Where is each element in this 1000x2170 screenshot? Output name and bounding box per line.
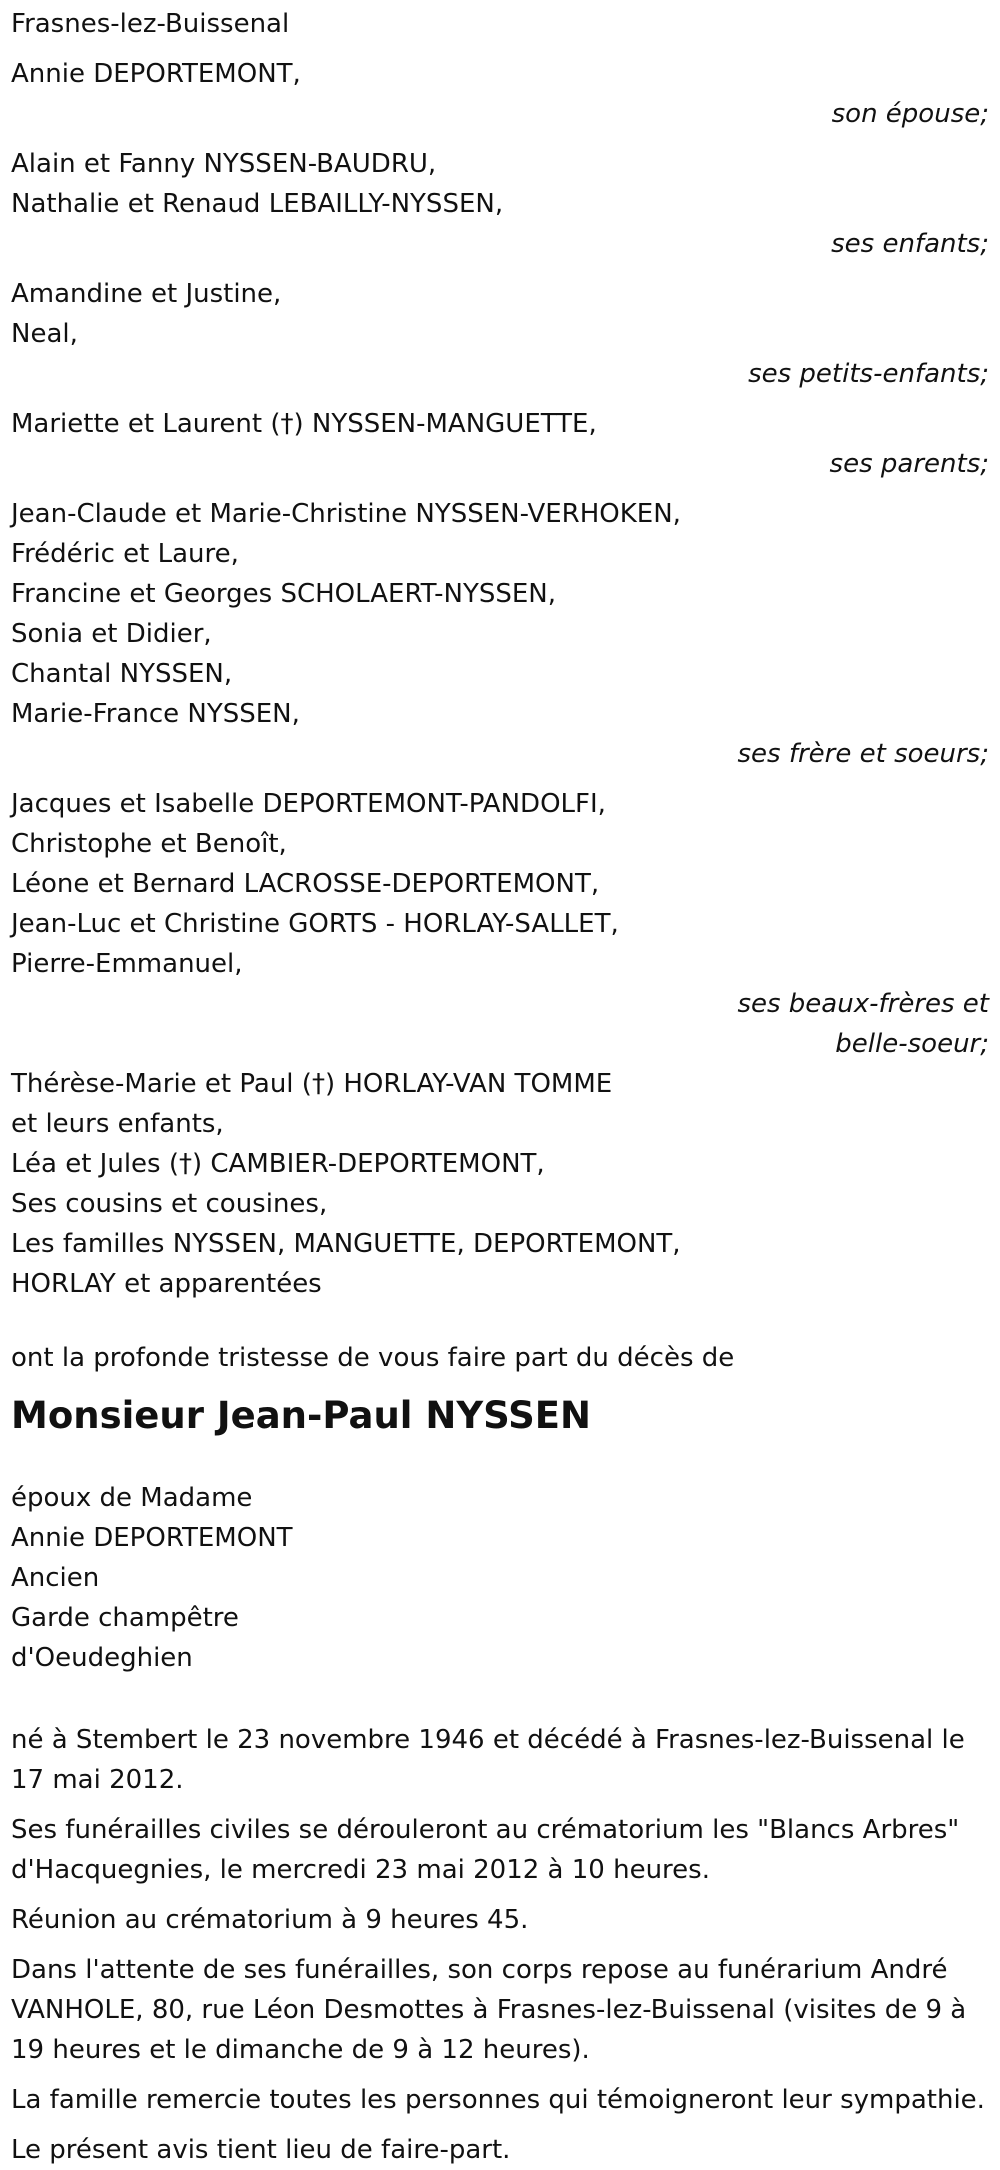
relative-line: Ses cousins et cousines, (11, 1189, 328, 1219)
relationship-label: ses petits-enfants; (748, 359, 989, 389)
detail-line: Garde champêtre (11, 1603, 239, 1633)
family-name-line: Amandine et Justine, (11, 279, 282, 309)
relationship-label: ses beaux-frères et (737, 989, 989, 1019)
family-name-line: Alain et Fanny NYSSEN-BAUDRU, (11, 149, 437, 179)
deceased-details (11, 1478, 989, 1678)
obituary-notice (11, 4, 989, 2170)
other-relatives (11, 1064, 989, 1304)
announcement-text: ont la profonde tristesse de vous faire part du décès de (11, 1343, 735, 1373)
family-name-line: Annie DEPORTEMONT, (11, 59, 301, 89)
relationship-label: son épouse; (831, 99, 989, 129)
detail-line: époux de Madame (11, 1483, 253, 1513)
family-group-siblings (11, 494, 989, 774)
family-name-line: Christophe et Benoît, (11, 829, 287, 859)
family-name-line: Léone et Bernard LACROSSE-DEPORTEMONT, (11, 869, 600, 899)
family-group-spouse (11, 54, 989, 134)
family-name-line: Frédéric et Laure, (11, 539, 239, 569)
closing-paragraph: Le présent avis tient lieu de faire-part. (11, 2135, 511, 2165)
family-group-parents (11, 404, 989, 484)
relative-line: Thérèse-Marie et Paul (†) HORLAY-VAN TOMME (11, 1069, 613, 1099)
family-name-line: Mariette et Laurent (†) NYSSEN-MANGUETTE, (11, 409, 597, 439)
family-name-line: Nathalie et Renaud LEBAILLY-NYSSEN, (11, 189, 504, 219)
family-name-line: Neal, (11, 319, 78, 349)
detail-line: Annie DEPORTEMONT (11, 1523, 293, 1553)
detail-line: d'Oeudeghien (11, 1643, 193, 1673)
location-line: Frasnes-lez-Buissenal (11, 9, 290, 39)
relationship-label: ses enfants; (831, 229, 989, 259)
family-name-line: Marie-France NYSSEN, (11, 699, 300, 729)
relationship-label: belle-soeur; (835, 1029, 989, 1059)
deceased-name: Monsieur Jean-Paul NYSSEN (11, 1394, 592, 1437)
relative-line: HORLAY et apparentées (11, 1269, 322, 1299)
family-group-in-laws (11, 784, 989, 1064)
family-name-line: Jacques et Isabelle DEPORTEMONT-PANDOLFI, (11, 789, 606, 819)
visitation-paragraph: Dans l'attente de ses funérailles, son corps repose au funérarium André VANHOLE, 80, rue Léon Desmottes à Frasnes-lez-Buissenal (visites de 9 à 19 heures et le dimanche de 9 à 12 heures). (11, 1955, 967, 2065)
relationship-label: ses parents; (829, 449, 989, 479)
funeral-paragraph: Ses funérailles civiles se dérouleront au crématorium les "Blancs Arbres" d'Hacquegnies, le mercredi 23 mai 2012 à 10 heures. (11, 1815, 960, 1885)
meeting-paragraph: Réunion au crématorium à 9 heures 45. (11, 1905, 529, 1935)
funeral-information (11, 1720, 989, 2170)
family-name-line: Pierre-Emmanuel, (11, 949, 243, 979)
family-group-children (11, 144, 989, 264)
family-group-grandchildren (11, 274, 989, 394)
relative-line: Léa et Jules (†) CAMBIER-DEPORTEMONT, (11, 1149, 545, 1179)
family-name-line: Francine et Georges SCHOLAERT-NYSSEN, (11, 579, 556, 609)
relationship-label: ses frère et soeurs; (737, 739, 989, 769)
birth-death-paragraph: né à Stembert le 23 novembre 1946 et décédé à Frasnes-lez-Buissenal le 17 mai 2012. (11, 1725, 965, 1795)
family-name-line: Chantal NYSSEN, (11, 659, 233, 689)
family-name-line: Sonia et Didier, (11, 619, 212, 649)
thanks-paragraph: La famille remercie toutes les personnes qui témoigneront leur sympathie. (11, 2085, 985, 2115)
relative-line: et leurs enfants, (11, 1109, 224, 1139)
family-name-line: Jean-Claude et Marie-Christine NYSSEN-VERHOKEN, (11, 499, 681, 529)
family-name-line: Jean-Luc et Christine GORTS - HORLAY-SALLET, (11, 909, 619, 939)
relative-line: Les familles NYSSEN, MANGUETTE, DEPORTEMONT, (11, 1229, 681, 1259)
detail-line: Ancien (11, 1563, 100, 1593)
